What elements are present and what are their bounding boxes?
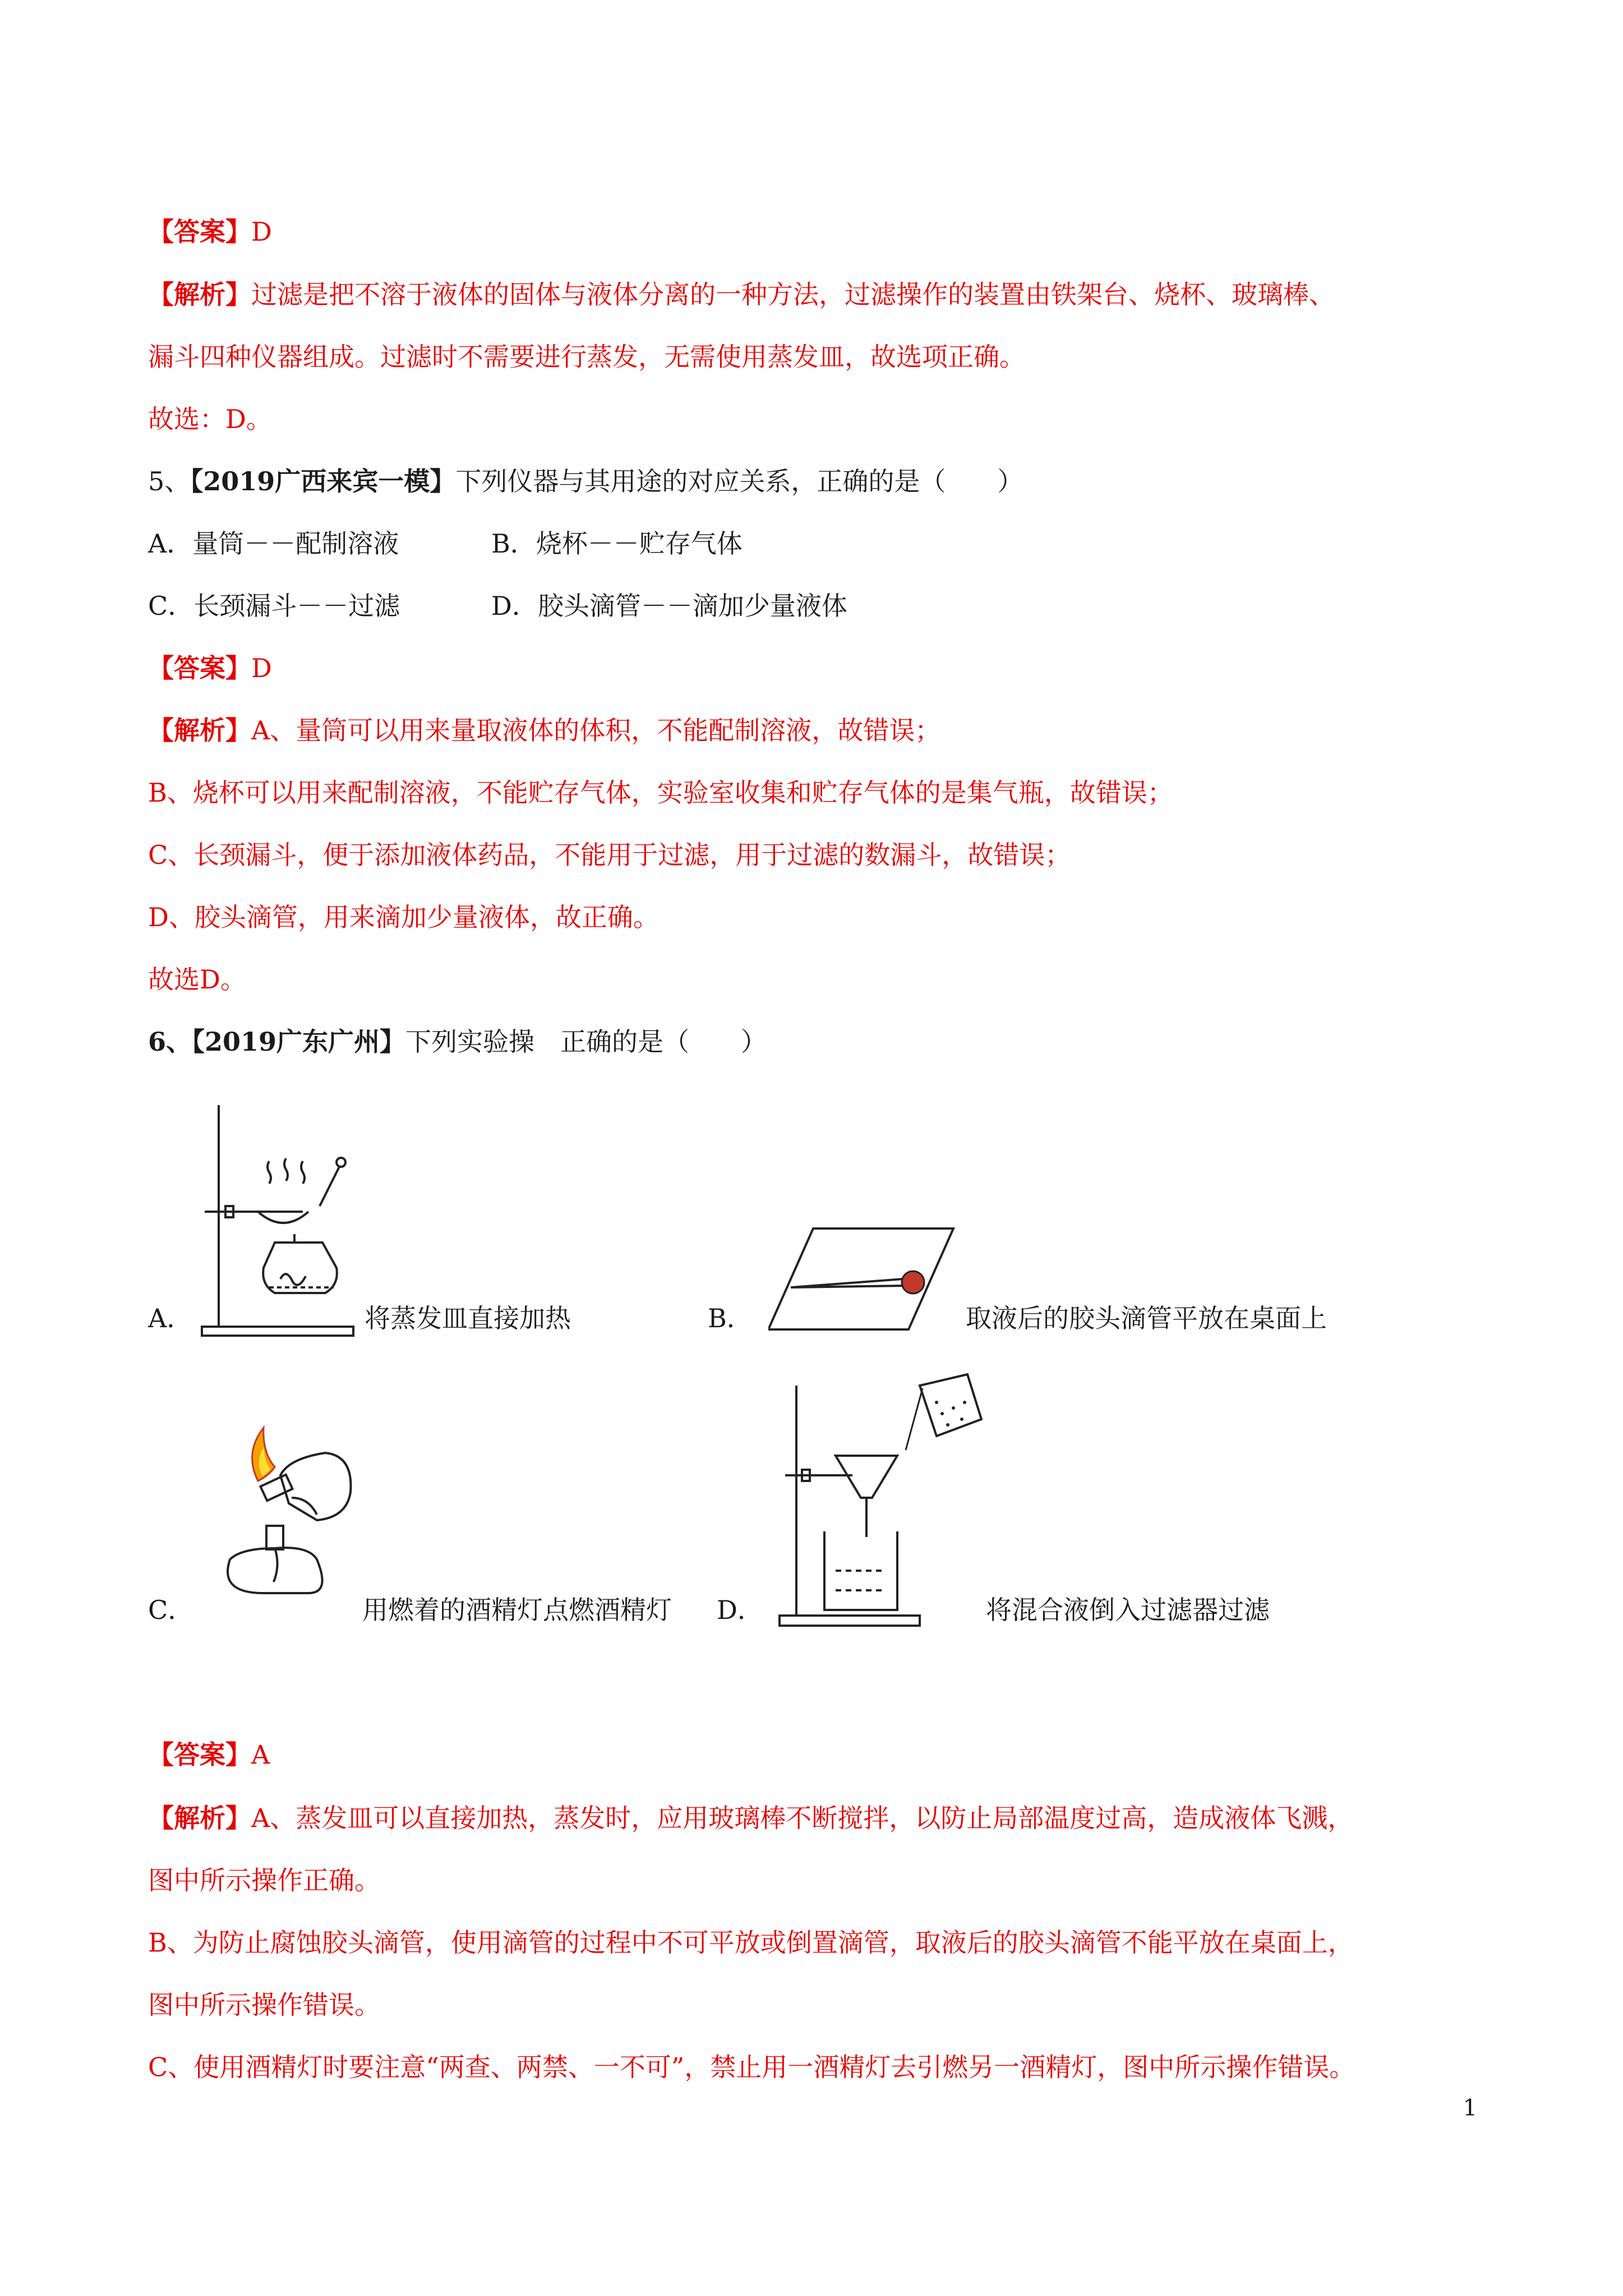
q5-analysis-c: C、长颈漏斗，便于添加液体药品，不能用于过滤，用于过滤的数漏斗，故错误； — [148, 840, 1071, 870]
answer-value: D — [251, 217, 272, 247]
q6-analysis-a2: 图中所示操作正确。 — [148, 1865, 380, 1895]
q5-options-row1 — [148, 527, 743, 560]
q6-option-d-text: 将混合液倒入过滤器过滤 — [986, 1595, 1270, 1625]
q6-number: 6、 — [148, 1027, 192, 1057]
q6-analysis-b2: 图中所示操作错误。 — [148, 1990, 380, 2020]
q5-analysis-b: B、烧杯可以用来配制溶液，不能贮存气体，实验室收集和贮存气体的是集气瓶，故错误； — [148, 777, 1173, 808]
q6-answer — [148, 1738, 270, 1772]
q6-analysis-c: C、使用酒精灯时要注意“两查、两禁、一不可”，禁止用一酒精灯去引燃另一酒精灯，图中所示操作错误。 — [148, 2052, 1355, 2082]
q4-analysis-line1 — [148, 278, 1335, 311]
q5-stem — [148, 464, 1023, 498]
analysis-tag: 【解析】 — [148, 1803, 251, 1833]
q6-option-a-letter: A． — [148, 1303, 193, 1333]
answer-tag: 【答案】 — [148, 653, 251, 683]
q5-option-b: B．烧杯－－贮存气体 — [491, 528, 743, 559]
q6-option-d-letter: D． — [717, 1595, 763, 1625]
q6-option-b-text: 取液后的胶头滴管平放在桌面上 — [966, 1303, 1327, 1333]
q6-stem — [148, 1025, 767, 1059]
figure-a-evaporation — [196, 1099, 365, 1341]
q6-stem-text: 下列实验操 正确的是（ ） — [405, 1027, 767, 1057]
q5-answer — [148, 651, 272, 685]
q5-option-d: D．胶头滴管－－滴加少量液体 — [491, 591, 847, 621]
answer-value: D — [251, 653, 272, 683]
q6-option-c-text: 用燃着的酒精灯点燃酒精灯 — [362, 1595, 672, 1625]
analysis-tag: 【解析】 — [148, 279, 251, 310]
answer-tag: 【答案】 — [148, 217, 251, 247]
q6-analysis-a1 — [148, 1801, 1353, 1835]
q5-stem-text: 下列仪器与其用途的对应关系，正确的是（ ） — [455, 466, 1023, 496]
q6-option-b-letter: B． — [708, 1303, 753, 1333]
figure-d-filtration — [768, 1369, 993, 1632]
q5-options-row2 — [148, 589, 847, 623]
page-number: 1 — [1463, 2095, 1477, 2121]
q6-option-a-text: 将蒸发皿直接加热 — [365, 1303, 571, 1333]
q5-analysis-d: D、胶头滴管，用来滴加少量液体，故正确。 — [148, 902, 659, 932]
analysis-tag: 【解析】 — [148, 715, 251, 746]
q4-analysis-line2: 漏斗四种仪器组成。过滤时不需要进行蒸发，无需使用蒸发皿，故选项正确。 — [148, 342, 1025, 372]
q4-conclusion: 故选：D。 — [148, 404, 272, 434]
analysis-text: A、量筒可以用来量取液体的体积，不能配制溶液，故错误； — [251, 715, 941, 746]
q6-option-c-letter: C． — [148, 1595, 194, 1625]
q5-analysis-a — [148, 714, 940, 747]
q5-number: 5、 — [148, 466, 191, 496]
q5-option-c: C．长颈漏斗－－过滤 — [148, 591, 400, 621]
q5-option-a: A．量筒－－配制溶液 — [148, 528, 399, 559]
analysis-text: 过滤是把不溶于液体的固体与液体分离的一种方法，过滤操作的装置由铁架台、烧杯、玻璃棒、 — [251, 279, 1335, 310]
answer-tag: 【答案】 — [148, 1740, 251, 1770]
q6-analysis-b1: B、为防止腐蚀胶头滴管，使用滴管的过程中不可平放或倒置滴管，取液后的胶头滴管不能平放在桌面上， — [148, 1927, 1354, 1958]
q5-source: 【2019广西来宾一模】 — [190, 466, 456, 496]
q6-source: 【2019广东广州】 — [192, 1027, 406, 1057]
figure-b-dropper — [768, 1223, 959, 1335]
answer-value: A — [251, 1740, 270, 1770]
q5-conclusion: 故选D。 — [148, 964, 246, 995]
q4-answer — [148, 215, 272, 249]
figure-c-alcohol-lamps — [196, 1414, 365, 1604]
analysis-text: A、蒸发皿可以直接加热，蒸发时，应用玻璃棒不断搅拌，以防止局部温度过高，造成液体飞溅， — [251, 1803, 1354, 1833]
